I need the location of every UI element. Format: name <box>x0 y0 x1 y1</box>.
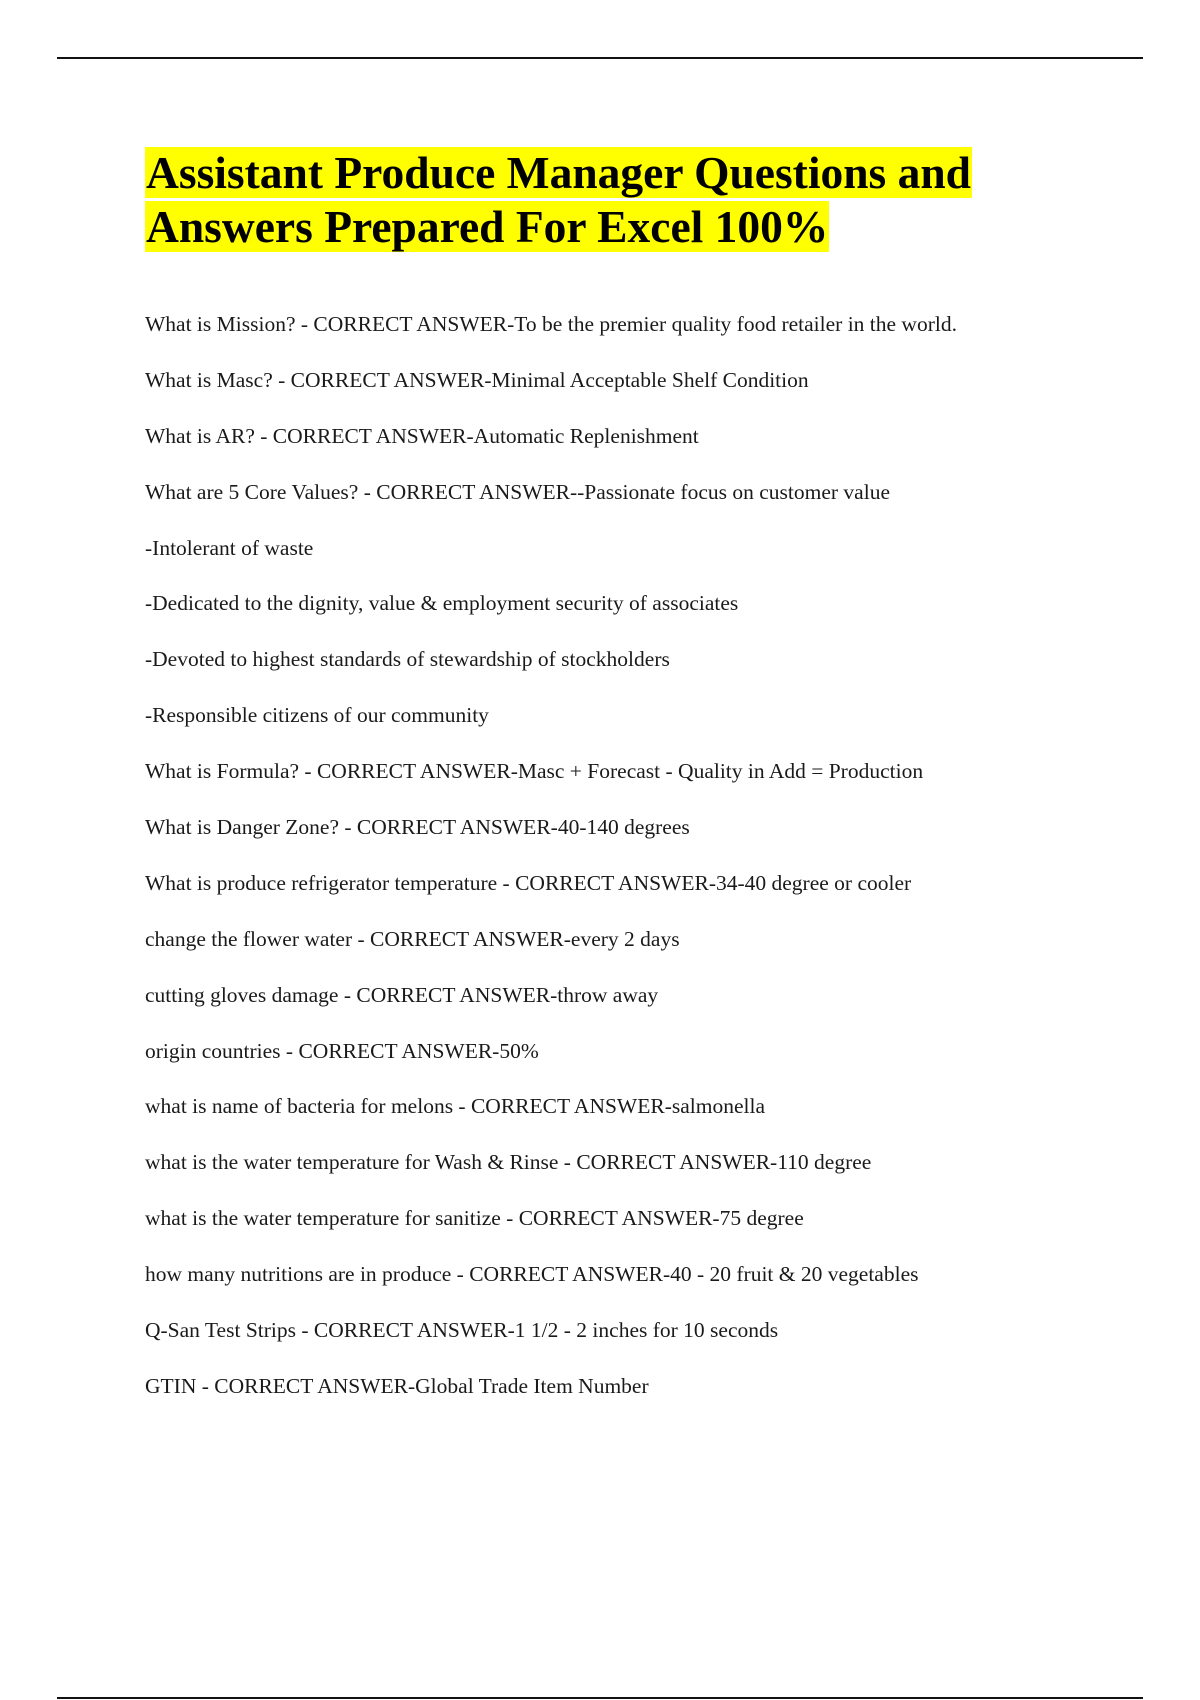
qa-line: What is Masc? - CORRECT ANSWER-Minimal Acceptable Shelf Condition <box>145 367 809 392</box>
qa-line: what is name of bacteria for melons - CORRECT ANSWER-salmonella <box>145 1094 765 1119</box>
qa-line: what is the water temperature for sanitize - CORRECT ANSWER-75 degree <box>145 1206 804 1231</box>
qa-line: What is produce refrigerator temperature - CORRECT ANSWER-34-40 degree or cooler <box>145 870 912 895</box>
title-line-2: Answers Prepared For Excel 100% <box>146 201 829 252</box>
qa-line: change the flower water - CORRECT ANSWER-every 2 days <box>145 926 680 951</box>
qa-line: origin countries - CORRECT ANSWER-50% <box>145 1038 539 1063</box>
qa-line: what is the water temperature for Wash & Rinse - CORRECT ANSWER-110 degree <box>145 1150 872 1175</box>
qa-line: What is Mission? - CORRECT ANSWER-To be the premier quality food retailer in the world. <box>145 312 957 336</box>
qa-line: how many nutritions are in produce - CORRECT ANSWER-40 - 20 fruit & 20 vegetables <box>145 1262 919 1287</box>
qa-line: GTIN - CORRECT ANSWER-Global Trade Item Number <box>145 1373 649 1398</box>
qa-line: -Intolerant of waste <box>145 535 314 560</box>
document-title <box>145 146 1045 254</box>
qa-line: What is Danger Zone? - CORRECT ANSWER-40-140 degrees <box>145 815 690 840</box>
qa-line: cutting gloves damage - CORRECT ANSWER-throw away <box>145 982 659 1007</box>
footer-rule <box>57 1697 1143 1699</box>
qa-line: -Devoted to highest standards of stewardship of stockholders <box>145 647 670 672</box>
qa-list <box>145 307 1145 1425</box>
qa-line: What are 5 Core Values? - CORRECT ANSWER--Passionate focus on customer value <box>145 479 890 504</box>
qa-line: -Responsible citizens of our community <box>145 703 489 728</box>
qa-line: Q-San Test Strips - CORRECT ANSWER-1 1/2 - 2 inches for 10 seconds <box>145 1318 779 1343</box>
qa-line: -Dedicated to the dignity, value & employment security of associates <box>145 591 739 616</box>
qa-line: What is Formula? - CORRECT ANSWER-Masc + Forecast - Quality in Add = Production <box>145 759 924 784</box>
header-rule <box>57 57 1143 59</box>
title-line-1: Assistant Produce Manager Questions and <box>146 147 971 198</box>
qa-line: What is AR? - CORRECT ANSWER-Automatic Replenishment <box>145 423 699 448</box>
